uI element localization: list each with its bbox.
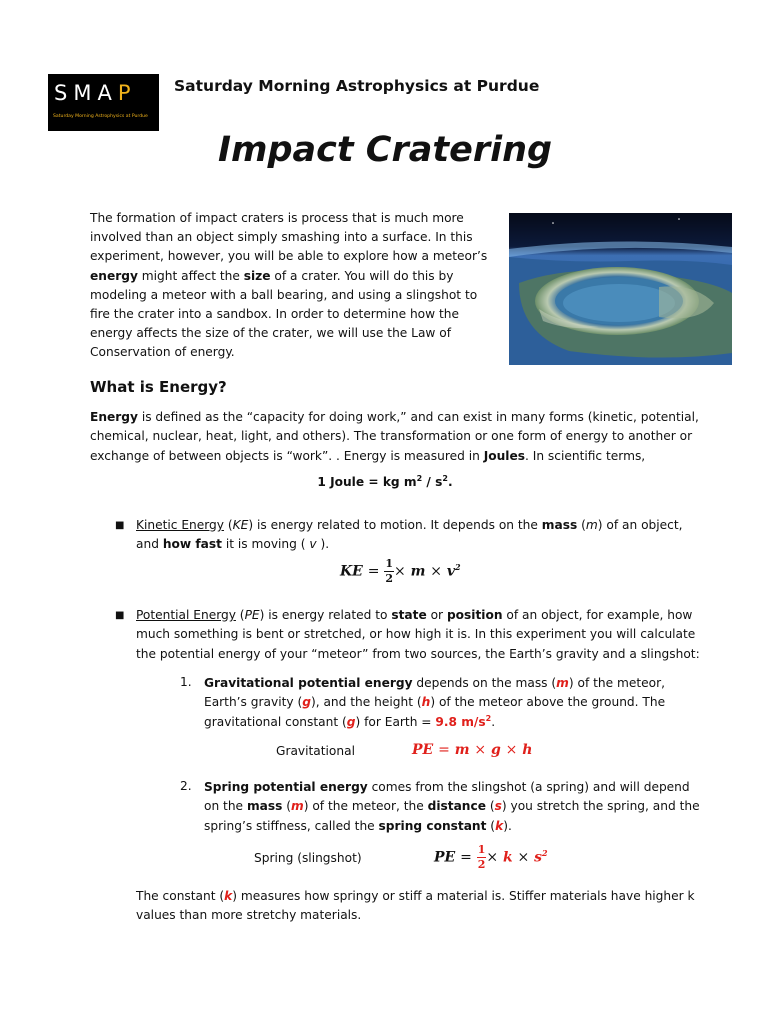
logo-letters: SMA	[54, 81, 118, 105]
gpe-eq: =	[438, 742, 450, 758]
spring-formula	[434, 843, 548, 872]
spring-t1: comes from the slingshot (a spring) and will depend on the	[204, 780, 690, 814]
ke-times-1: ×	[393, 563, 406, 580]
spe-fraction	[477, 843, 487, 872]
spe-num: 1	[477, 843, 486, 856]
spring-t3: ) of the meteor, the	[303, 799, 428, 814]
intro-text-1: The formation of impact craters is process that is much more involved than an object simply smashing into a surface. In this experiment, however, you will be able to explore how a meteor’s	[90, 211, 488, 264]
potential-paragraph	[136, 606, 706, 664]
closing-t1: The constant (	[136, 889, 225, 903]
joule-definition	[0, 475, 770, 489]
joule-exp-2: 2	[442, 473, 448, 483]
kinetic-paragraph	[136, 516, 706, 555]
ke-den: 2	[385, 572, 393, 585]
grav-t1: depends on the mass (	[412, 676, 557, 690]
item-number-1: 1.	[180, 675, 192, 689]
joule-text-b: / s	[422, 475, 443, 489]
spring-row-label: Spring (slingshot)	[254, 851, 362, 865]
kinetic-label: Kinetic Energy	[136, 518, 225, 532]
kinetic-t6: ).	[316, 537, 330, 552]
kinetic-t4: ) of an object, and	[136, 518, 683, 552]
potential-t2: ) is energy related to	[259, 608, 392, 622]
grav-value: 9.8 m/s	[435, 714, 486, 729]
gravitational-row-label: Gravitational	[276, 744, 355, 758]
ke-eq: =	[367, 563, 380, 580]
gpe-h: h	[522, 742, 533, 758]
energy-text-2: . In scientific terms,	[524, 448, 646, 463]
potential-label: Potential Energy	[136, 608, 236, 622]
gravitational-paragraph	[204, 674, 704, 732]
ke-fraction	[384, 557, 394, 586]
kinetic-ke: KE	[232, 518, 249, 532]
intro-text-3: of a crater. You will do this by modeling a meteor with a ball bearing, and using a slingshot to fire the crater into a sandbox. In order to determine how the energy affects the size of the crater, we will use the Law of Conservation of energy.	[90, 268, 478, 360]
energy-term: Energy	[90, 410, 138, 424]
spring-k: k	[495, 818, 504, 833]
gpe-lhs: PE	[412, 742, 434, 758]
closing-paragraph	[136, 887, 706, 926]
spring-paragraph	[204, 778, 704, 836]
ke-m: m	[410, 563, 426, 580]
spe-times-1: ×	[486, 849, 499, 866]
spe-s: s	[534, 849, 543, 866]
potential-state: state	[391, 608, 427, 622]
kinetic-formula	[340, 557, 461, 586]
spring-distance: distance	[427, 799, 486, 814]
intro-paragraph	[90, 209, 490, 363]
potential-pe: PE	[244, 608, 260, 622]
spe-lhs: PE	[434, 849, 456, 866]
spe-den: 2	[477, 858, 486, 871]
ke-times-2: ×	[430, 563, 443, 580]
potential-t1: (	[235, 608, 245, 622]
joule-text-c: .	[447, 475, 453, 489]
logo-subtitle: Saturday Morning Astrophysics at Purdue	[53, 114, 148, 119]
spring-t7: ).	[503, 818, 512, 833]
kinetic-m: m	[585, 518, 598, 532]
spring-t6: (	[486, 818, 496, 833]
joule-text-a: 1 Joule = kg m	[317, 475, 417, 489]
spring-s: s	[494, 799, 502, 814]
grav-t3: ), and the height (	[310, 695, 422, 710]
spring-m: m	[291, 799, 304, 814]
grav-t6: .	[491, 714, 496, 729]
bullet-potential: ■	[115, 610, 125, 621]
spring-mass: mass	[246, 799, 283, 814]
potential-t4: of an object, for example, how much something is bent or stretched, or how high it is. In this experiment you will calculate the potential energy of your “meteor” from two sources, the Earth’s gravity and a slingshot:	[136, 608, 700, 661]
kinetic-v: v	[309, 537, 317, 552]
ke-exp: 2	[455, 561, 461, 572]
kinetic-t1: (	[224, 518, 233, 532]
closing-k: k	[224, 889, 233, 903]
kinetic-mass: mass	[541, 518, 578, 532]
kinetic-t5: it is moving (	[221, 537, 310, 552]
logo-wordmark	[54, 80, 154, 106]
grav-exp: 2	[485, 713, 492, 723]
spring-constant: spring constant	[378, 818, 487, 833]
potential-t3: or	[426, 608, 447, 622]
energy-paragraph	[90, 408, 710, 466]
energy-text-1: is defined as the “capacity for doing work,” and can exist in many forms (kinetic, potential, chemical, nuclear, heat, light, and others). The transformation or one form of energy to another or exchange of between objects is “work”. . Energy is measured in	[90, 410, 699, 463]
ke-v: v	[446, 563, 456, 580]
logo-letter-p: P	[117, 81, 137, 105]
grav-g: g	[302, 695, 311, 710]
ke-lhs: KE	[340, 563, 363, 580]
kinetic-t2: ) is energy related to motion. It depends on the	[248, 518, 542, 532]
spe-eq: =	[460, 849, 472, 866]
crater-illustration	[509, 213, 732, 365]
potential-position: position	[446, 608, 503, 622]
bullet-kinetic: ■	[115, 520, 125, 531]
grav-g2: g	[346, 714, 356, 729]
grav-t4: ) of the meteor above the ground. The gravitational constant (	[204, 695, 666, 729]
spring-t5: ) you stretch the spring, and the spring’s stiffness, called the	[204, 799, 700, 833]
spe-k: k	[502, 849, 513, 866]
document-title: Impact Cratering	[217, 130, 553, 170]
gpe-g: g	[491, 742, 501, 758]
grav-t2: ) of the meteor, Earth’s gravity (	[204, 676, 665, 710]
program-header: Saturday Morning Astrophysics at Purdue	[174, 77, 540, 95]
gravitational-formula	[412, 742, 532, 758]
intro-size: size	[243, 268, 271, 283]
spring-t4: (	[485, 799, 495, 814]
grav-t5: ) for Earth =	[355, 714, 436, 729]
smap-logo	[48, 74, 159, 131]
gpe-times-1: ×	[474, 742, 487, 758]
spring-label: Spring potential energy	[204, 780, 368, 794]
gravitational-label: Gravitational potential energy	[204, 676, 413, 690]
spe-times-2: ×	[517, 849, 530, 866]
joules-term: Joules	[483, 448, 525, 463]
closing-t2: ) measures how springy or stiff a material is. Stiffer materials have higher k values than more stretchy materials.	[136, 889, 695, 923]
item-number-2: 2.	[180, 779, 192, 793]
kinetic-t3: (	[577, 518, 586, 532]
grav-h: h	[421, 695, 431, 710]
spring-t2: (	[282, 799, 292, 814]
section-heading: What is Energy?	[90, 378, 227, 396]
spe-exp: 2	[542, 847, 548, 858]
grav-m: m	[556, 676, 569, 690]
intro-energy: energy	[90, 268, 138, 283]
gpe-times-2: ×	[505, 742, 518, 758]
intro-text-2: might affect the	[137, 268, 244, 283]
gpe-m: m	[454, 742, 470, 758]
joule-exp-1: 2	[416, 473, 423, 483]
kinetic-howfast: how fast	[162, 537, 222, 552]
ke-num: 1	[385, 557, 393, 570]
